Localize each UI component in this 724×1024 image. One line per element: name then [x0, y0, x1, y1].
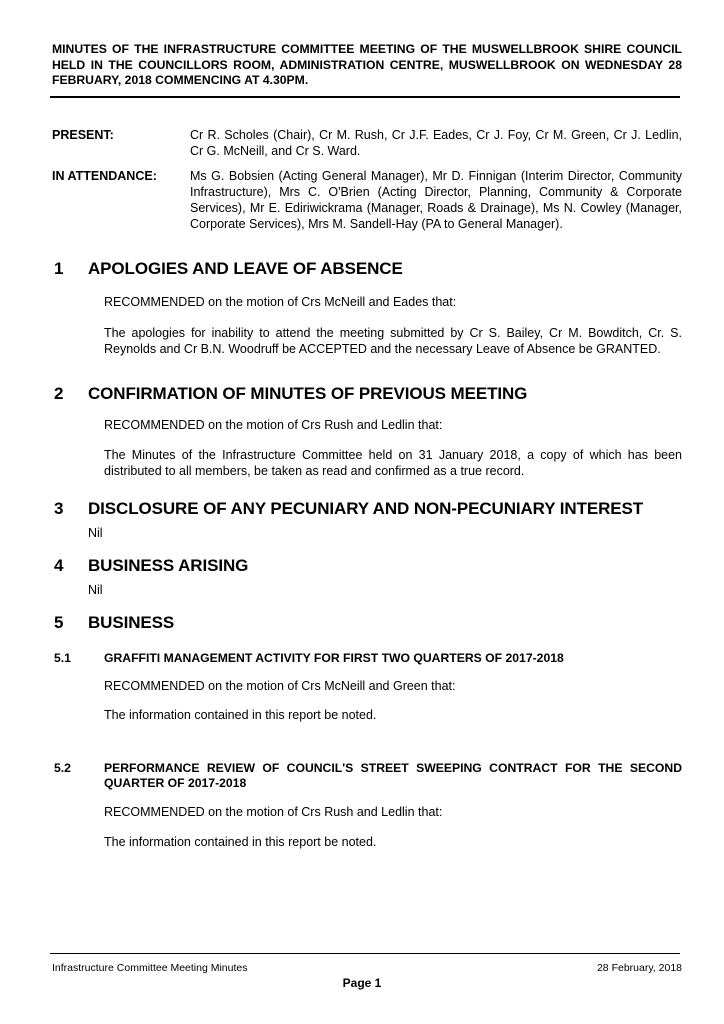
item-5-2-title: PERFORMANCE REVIEW OF COUNCIL'S STREET SWEEPING CONTRACT FOR THE SECOND QUARTER OF 2017-2018 — [104, 761, 682, 790]
section-4-body: Nil — [88, 583, 103, 597]
footer-divider — [50, 953, 680, 954]
section-4-number: 4 — [54, 556, 64, 575]
present-label: PRESENT: — [52, 128, 114, 142]
section-1-number: 1 — [54, 259, 64, 278]
item-5-1-resolution: The information contained in this report be noted. — [104, 708, 377, 722]
section-5-number: 5 — [54, 613, 64, 632]
section-3-title: DISCLOSURE OF ANY PECUNIARY AND NON-PECUNIARY INTEREST — [88, 499, 644, 518]
item-5-1-recommended: RECOMMENDED on the motion of Crs McNeill and Green that: — [104, 679, 456, 693]
item-5-1-number: 5.1 — [54, 651, 71, 665]
section-5-title: BUSINESS — [88, 613, 175, 632]
section-2-title: CONFIRMATION OF MINUTES OF PREVIOUS MEETING — [88, 384, 528, 403]
item-5-2-resolution: The information contained in this report be noted. — [104, 835, 377, 849]
section-1-resolution: The apologies for inability to attend the meeting submitted by Cr S. Bailey, Cr M. Bowditch, Cr. S. Reynolds and Cr B.N. Woodruff be ACCEPTED and the necessary Leave of Absence be GRANTED. — [104, 326, 682, 356]
document-title: MINUTES OF THE INFRASTRUCTURE COMMITTEE MEETING OF THE MUSWELLBROOK SHIRE COUNCIL HELD IN THE COUNCILLORS ROOM, ADMINISTRATION CENTRE, MUSWELLBROOK ON WEDNESDAY 28 FEBRUARY, 2018 COMMENCING AT 4.30PM. — [52, 42, 682, 87]
item-5-2-number: 5.2 — [54, 761, 71, 775]
section-2-recommended: RECOMMENDED on the motion of Crs Rush and Ledlin that: — [104, 418, 443, 432]
footer-document-name: Infrastructure Committee Meeting Minutes — [52, 962, 248, 974]
item-5-1-title: GRAFFITI MANAGEMENT ACTIVITY FOR FIRST TWO QUARTERS OF 2017-2018 — [104, 651, 564, 665]
section-3-number: 3 — [54, 499, 64, 518]
item-5-2-recommended: RECOMMENDED on the motion of Crs Rush and Ledlin that: — [104, 805, 443, 819]
section-3-body: Nil — [88, 526, 103, 540]
present-list: Cr R. Scholes (Chair), Cr M. Rush, Cr J.F. Eades, Cr J. Foy, Cr M. Green, Cr J. Ledlin, Cr G. McNeill, and Cr S. Ward. — [190, 128, 682, 158]
section-2-number: 2 — [54, 384, 64, 403]
section-2-resolution: The Minutes of the Infrastructure Committee held on 31 January 2018, a copy of which has been distributed to all members, be taken as read and confirmed as a true record. — [104, 448, 682, 478]
title-divider — [50, 96, 680, 98]
in-attendance-label: IN ATTENDANCE: — [52, 169, 157, 183]
section-1-recommended: RECOMMENDED on the motion of Crs McNeill and Eades that: — [104, 295, 457, 309]
section-4-title: BUSINESS ARISING — [88, 556, 249, 575]
footer-date: 28 February, 2018 — [596, 962, 682, 974]
in-attendance-list: Ms G. Bobsien (Acting General Manager), Mr D. Finnigan (Interim Director, Community Infrastructure), Mrs C. O'Brien (Acting Director, Planning, Community & Corporate Services), Mr E. Ediriwickrama (Manager, Roads & Drainage), Ms N. Cowley (Manager, Corporate Services), Mrs M. Sandell-Hay (PA to General Manager). — [190, 169, 682, 231]
page-number: Page 1 — [342, 976, 382, 990]
section-1-title: APOLOGIES AND LEAVE OF ABSENCE — [88, 259, 403, 278]
